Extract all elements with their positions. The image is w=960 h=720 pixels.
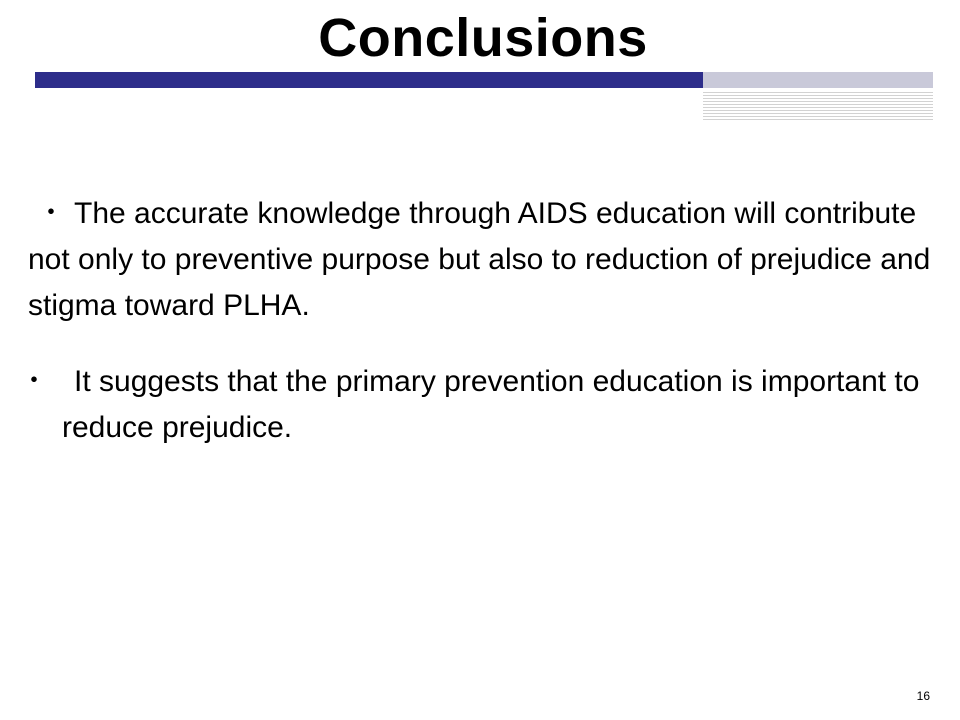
conclusion-paragraph-1: [28, 191, 938, 329]
slide-body: [19, 191, 938, 451]
page-number: 16: [916, 689, 930, 703]
conclusion-text-1: The accurate knowledge through AIDS education will contribute not only to preventive purpose but also to reduction of prejudice and stigma toward PLHA.: [28, 197, 931, 322]
bullet-1: ・: [36, 197, 66, 230]
bullet-2: ・: [19, 365, 49, 398]
decorative-stripes: [703, 92, 933, 120]
title-underline: [35, 72, 933, 88]
conclusion-text-2: It suggests that the primary prevention education is important to reduce prejudice.: [62, 365, 920, 444]
title-underline-light: [703, 72, 933, 88]
slide-title: Conclusions: [318, 8, 648, 68]
title-underline-dark: [35, 72, 703, 88]
conclusion-paragraph-2: [19, 359, 938, 451]
